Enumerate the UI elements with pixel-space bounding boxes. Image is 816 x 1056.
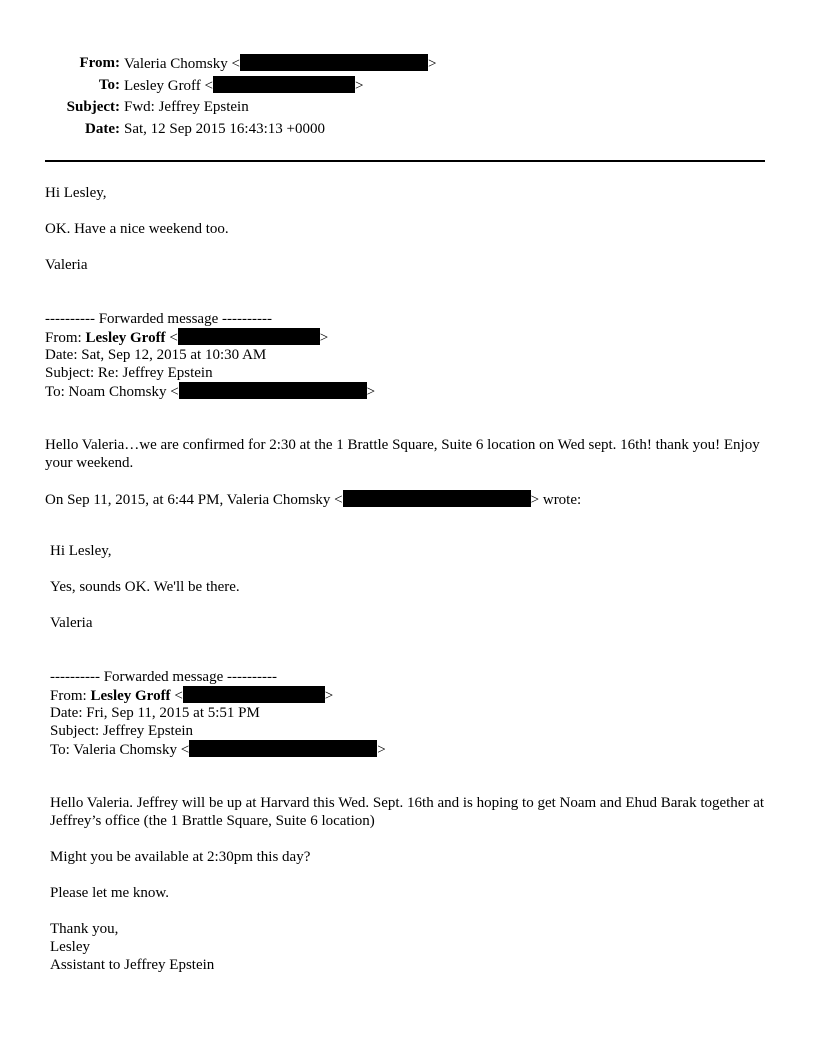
signoff-name: Lesley <box>50 939 90 955</box>
reply-signature: Valeria <box>45 257 88 273</box>
header-subject-row <box>0 98 816 116</box>
forward-to-line: To: Valeria Chomsky < > <box>50 742 386 758</box>
quote-attribution: On Sep 11, 2015, at 6:44 PM, Valeria Chomsky < > wrote: <box>45 492 582 508</box>
from-name: Lesley Groff <box>90 688 171 704</box>
header-from-row <box>0 54 816 72</box>
forward-date-line: Date: Fri, Sep 11, 2015 at 5:51 PM <box>50 705 260 721</box>
from-prefix: From: <box>50 688 91 704</box>
to-prefix: To: Noam Chomsky <box>45 384 167 400</box>
forward-from-line: From: Lesley Groff < > <box>50 688 334 704</box>
quoted-body: Yes, sounds OK. We'll be there. <box>50 579 240 595</box>
redaction-box <box>178 328 320 345</box>
redaction-box <box>189 740 377 757</box>
from-prefix: From: <box>45 330 86 346</box>
quoted-signature: Valeria <box>50 615 93 631</box>
reply-body: OK. Have a nice weekend too. <box>45 221 229 237</box>
forward-subject-line: Subject: Re: Jeffrey Epstein <box>45 365 213 381</box>
redaction-box <box>179 382 367 399</box>
forward-date-line: Date: Sat, Sep 12, 2015 at 10:30 AM <box>45 347 267 363</box>
redaction-box <box>343 490 531 507</box>
subject-label: Subject: <box>66 99 120 115</box>
header-divider <box>45 160 765 162</box>
to-name: Lesley Groff <box>124 78 201 94</box>
forward-separator: ---------- Forwarded message ---------- <box>50 669 277 685</box>
from-name: Valeria Chomsky <box>124 56 228 72</box>
to-prefix: To: Valeria Chomsky <box>50 742 177 758</box>
redaction-box <box>213 76 355 93</box>
message-body: Hello Valeria…we are confirmed for 2:30 at the 1 Brattle Square, Suite 6 location on Wed sept. 16th! thank you! Enjoy your weekend. <box>45 437 760 471</box>
header-date-row <box>0 120 816 138</box>
to-value: Lesley Groff < > <box>124 78 364 94</box>
date-label: Date: <box>85 121 120 137</box>
forward-from-line: From: Lesley Groff < > <box>45 330 329 346</box>
forward-to-line: To: Noam Chomsky < > <box>45 384 376 400</box>
quoted-greeting: Hi Lesley, <box>50 543 112 559</box>
redaction-box <box>183 686 325 703</box>
from-value: Valeria Chomsky < > <box>124 56 437 72</box>
signoff-title: Assistant to Jeffrey Epstein <box>50 957 215 973</box>
message-request: Please let me know. <box>50 885 169 901</box>
signoff-thanks: Thank you, <box>50 921 119 937</box>
subject-value: Fwd: Jeffrey Epstein <box>124 99 249 115</box>
message-question: Might you be available at 2:30pm this day? <box>50 849 311 865</box>
date-value: Sat, 12 Sep 2015 16:43:13 +0000 <box>124 121 325 137</box>
forward-subject-line: Subject: Jeffrey Epstein <box>50 723 194 739</box>
quote-prefix: On Sep 11, 2015, at 6:44 PM, Valeria Chomsky <box>45 492 331 508</box>
reply-greeting: Hi Lesley, <box>45 185 107 201</box>
forward-separator: ---------- Forwarded message ---------- <box>45 311 272 327</box>
quote-suffix: wrote: <box>539 492 582 508</box>
to-label: To: <box>98 77 120 93</box>
message-body: Hello Valeria. Jeffrey will be up at Harvard this Wed. Sept. 16th and is hoping to get Noam and Ehud Barak together at Jeffrey’s office (the 1 Brattle Square, Suite 6 location) <box>50 795 765 829</box>
from-label: From: <box>79 55 120 71</box>
from-name: Lesley Groff <box>85 330 166 346</box>
redaction-box <box>240 54 428 71</box>
header-to-row <box>0 76 816 94</box>
